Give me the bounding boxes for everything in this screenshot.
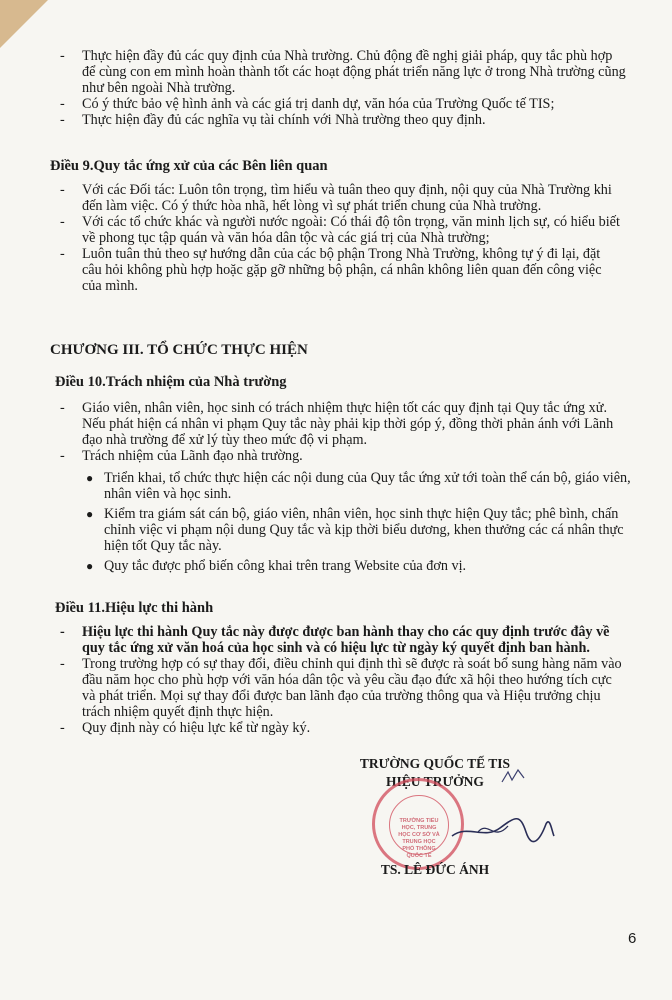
parent-duties-list — [60, 48, 650, 128]
page-number: 6 — [628, 930, 637, 947]
article-11-list — [60, 624, 650, 736]
list-item: - Luôn tuân thủ theo sự hướng dẫn của các bộ phận Trong Nhà Trường, không tự ý đi lại, đặt câu hỏi không phù hợp hoặc gặp gỡ những bộ phận, cá nhân không liên quan đến công việc của mình. — [60, 246, 602, 294]
sub-list-item: ● Quy tắc được phổ biến công khai trên trang Website của đơn vị. — [86, 558, 467, 574]
article-11-heading: Điều 11.Hiệu lực thi hành — [55, 600, 214, 616]
article-10-heading: Điều 10.Trách nhiệm của Nhà trường — [55, 374, 287, 390]
initials-mark — [500, 768, 526, 786]
sub-list-item: ● Kiểm tra giám sát cán bộ, giáo viên, nhân viên, học sinh thực hiện Quy tắc; phê bình, chấn chỉnh việc vi phạm nội dung Quy tắc và kịp thời biểu dương, khen thưởng các cá nhân thực hiện tốt Quy tắc này. — [86, 506, 624, 554]
school-seal: TRƯỜNG TIỂU HỌC, TRUNG HỌC CƠ SỞ VÀ TRUNG HỌC PHỔ THÔNG QUỐC TẾ — [372, 778, 464, 870]
list-item: - Thực hiện đầy đủ các nghĩa vụ tài chính với Nhà trường theo quy định. — [60, 112, 486, 128]
school-name: TRƯỜNG QUỐC TẾ TIS — [359, 756, 511, 771]
article-9-heading: Điều 9.Quy tắc ứng xử của các Bên liên quan — [50, 158, 328, 174]
article-9-list — [60, 182, 650, 294]
list-item: - Hiệu lực thi hành Quy tắc này được được ban hành thay cho các quy định trước đây về quy tắc ứng xử văn hoá của học sinh và có hiệu lực từ ngày ký quyết định ban hành. — [60, 624, 610, 656]
list-item: - Với các Đối tác: Luôn tôn trọng, tìm hiểu và tuân theo quy định, nội quy của Nhà Trường khi đến làm việc. Có ý thức hòa nhã, hết lòng vì sự phát triển chung của Nhà trường. — [60, 182, 612, 214]
list-item: - Trách nhiệm của Lãnh đạo nhà trường. — [60, 448, 303, 464]
list-item: - Có ý thức bảo vệ hình ảnh và các giá trị danh dự, văn hóa của Trường Quốc tế TIS; — [60, 96, 555, 112]
signer-name: TS. LÊ ĐỨC ÁNH — [380, 862, 490, 877]
chapter-heading: CHƯƠNG III. TỔ CHỨC THỰC HIỆN — [50, 342, 308, 358]
list-item: - Trong trường hợp có sự thay đổi, điều chỉnh qui định thì sẽ được rà soát bổ sung hàng năm vào đầu năm học cho phù hợp với văn hóa dân tộc và yêu cầu đạo đức xã hội theo hướng tích cực và phát triển. Mọi sự thay đổi được ban lãnh đạo của trường thông qua và Hiệu trưởng chịu trách nhiệm quyết định thực hiện. — [60, 656, 622, 720]
article-10-list — [60, 400, 650, 574]
list-item: - Với các tổ chức khác và người nước ngoài: Có thái độ tôn trọng, văn minh lịch sự, có hiểu biết về phong tục tập quán và văn hóa dân tộc và các giá trị của Nhà trường; — [60, 214, 620, 246]
principal-title: HIỆU TRƯỞNG — [386, 774, 484, 789]
list-item: - Quy định này có hiệu lực kể từ ngày ký. — [60, 720, 311, 736]
list-item: - Giáo viên, nhân viên, học sinh có trách nhiệm thực hiện tốt các quy định tại Quy tắc ứng xử. Nếu phát hiện cá nhân vi phạm Quy tắc này phải kịp thời góp ý, đồng thời phản ánh với Lãnh đạo nhà trường để xử lý tùy theo mức độ vi phạm. — [60, 400, 614, 448]
handwritten-signature — [448, 802, 558, 852]
list-item: - Thực hiện đầy đủ các quy định của Nhà trường. Chủ động đề nghị giải pháp, quy tắc phù hợp để cùng con em mình hoàn thành tốt các hoạt động phát triển năng lực ở trong Nhà trường cũng như bên ngoài Nhà trường. — [60, 48, 626, 96]
sub-list-item: ● Triển khai, tổ chức thực hiện các nội dung của Quy tắc ứng xử tới toàn thể cán bộ, giáo viên, nhân viên và học sinh. — [86, 470, 631, 502]
